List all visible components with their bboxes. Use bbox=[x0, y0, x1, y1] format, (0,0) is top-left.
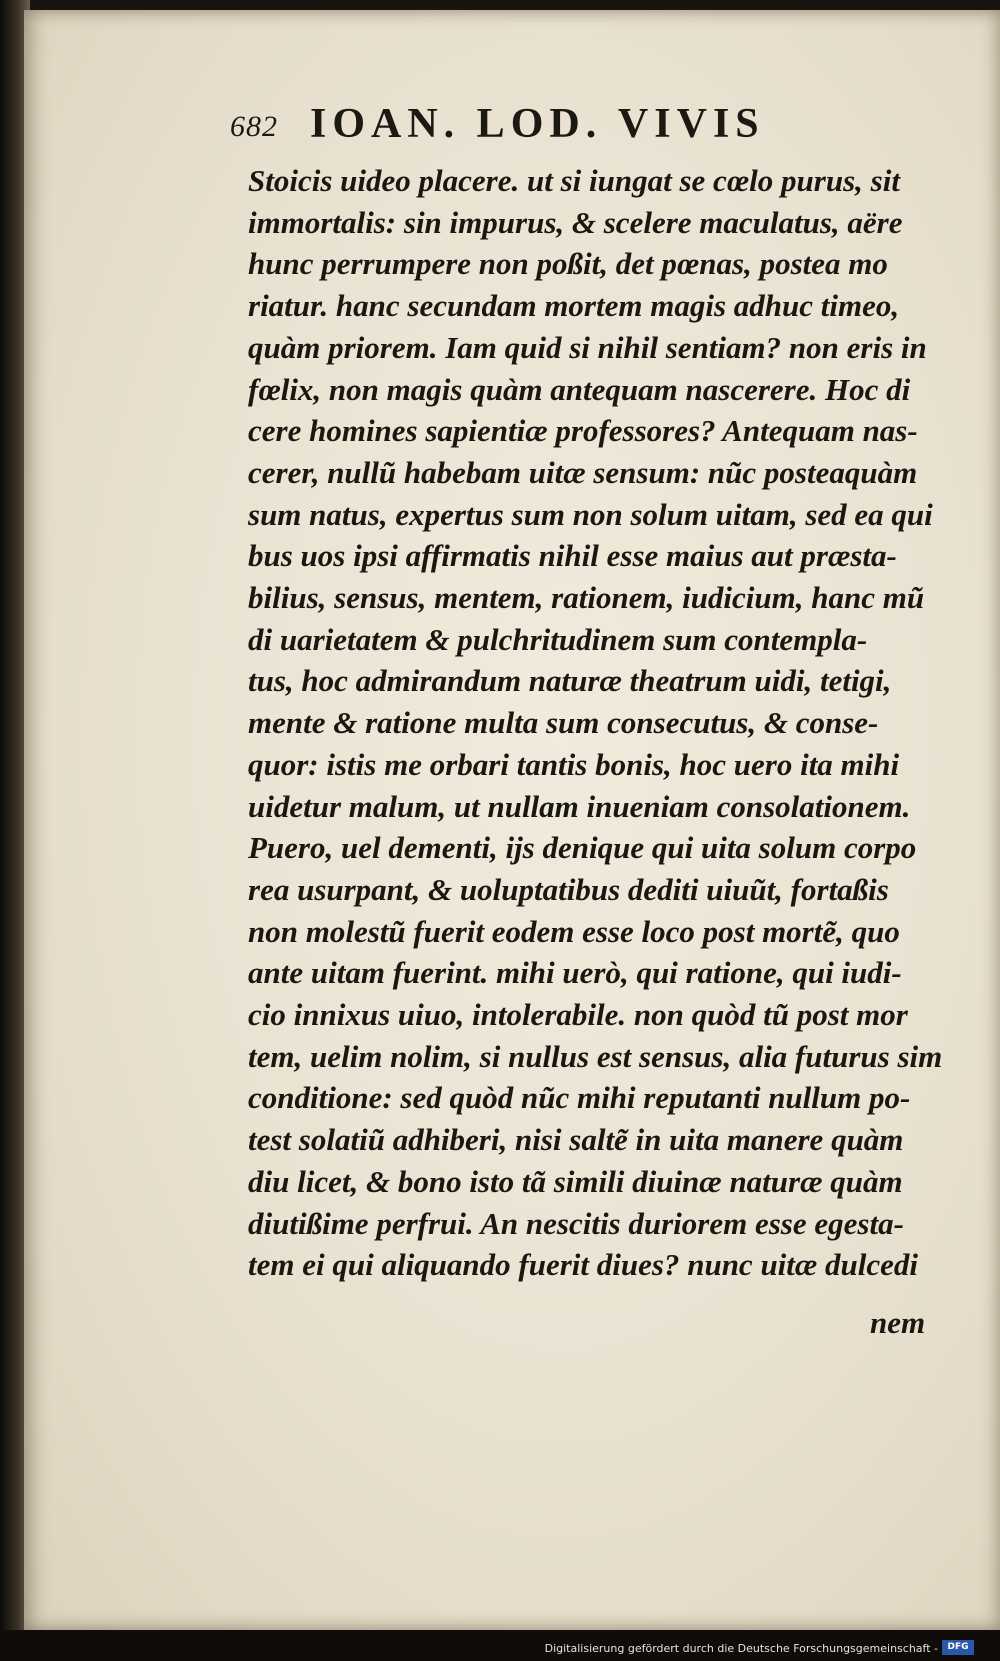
text-line: quàm priorem. Iam quid si nihil sentiam? non eris in bbox=[248, 329, 927, 365]
text-line: riatur. hanc secundam mortem magis adhuc timeo, bbox=[248, 288, 900, 324]
text-line: tus, hoc admirandum naturæ theatrum uidi, tetigi, bbox=[248, 663, 892, 699]
text-line: tem ei qui aliquando fuerit diues? nunc uitæ dulcedi bbox=[248, 1247, 919, 1283]
text-line: diutißime perfrui. An nescitis duriorem esse egesta- bbox=[248, 1205, 904, 1241]
footer-bar bbox=[0, 1630, 1000, 1661]
text-line: conditione: sed quòd nũc mihi reputanti nullum po- bbox=[248, 1080, 911, 1116]
text-line: di uarietatem & pulchritudinem sum contempla- bbox=[248, 621, 868, 657]
text-line: immortalis: sin impurus, & scelere maculatus, aëre bbox=[248, 204, 903, 240]
text-line: diu licet, & bono isto tã simili diuinæ naturæ quàm bbox=[248, 1163, 903, 1199]
text-line: ante uitam fuerint. mihi uerò, qui ratione, qui iudi- bbox=[248, 955, 902, 991]
text-line: bus uos ipsi affirmatis nihil esse maius aut præsta- bbox=[248, 538, 897, 574]
text-line: tem, uelim nolim, si nullus est sensus, alia futurus sim bbox=[248, 1038, 943, 1074]
text-line: rea usurpant, & uoluptatibus dediti uiuũt, fortaßis bbox=[248, 871, 889, 907]
text-line: bilius, sensus, mentem, rationem, iudicium, hanc mũ bbox=[248, 580, 925, 616]
running-title: IOAN. LOD. VIVIS bbox=[310, 101, 765, 147]
text-line: hunc perrumpere non poßit, det pœnas, postea mo bbox=[248, 246, 888, 282]
body-text bbox=[248, 160, 943, 1286]
text-line: cio innixus uiuo, intolerabile. non quòd tũ post mor bbox=[248, 997, 908, 1033]
text-line: uidetur malum, ut nullam inueniam consolationem. bbox=[248, 788, 911, 824]
page-header bbox=[230, 100, 950, 150]
text-line: Puero, uel dementi, ijs denique qui uita solum corpo bbox=[248, 830, 917, 866]
text-line: non molestũ fuerit eodem esse loco post mortẽ, quo bbox=[248, 913, 900, 949]
catchword: nem bbox=[870, 1305, 926, 1340]
text-line: sum natus, expertus sum non solum uitam, sed ea qui bbox=[248, 496, 933, 532]
text-line: cerer, nullũ habebam uitæ sensum: nũc posteaquàm bbox=[248, 454, 918, 490]
text-line: quor: istis me orbari tantis bonis, hoc uero ita mihi bbox=[248, 746, 900, 782]
text-line: cere homines sapientiæ professores? Antequam nas- bbox=[248, 413, 918, 449]
page-number: 682 bbox=[230, 110, 278, 143]
text-line: test solatiũ adhiberi, nisi saltẽ in uita manere quàm bbox=[248, 1122, 904, 1158]
text-line: fœlix, non magis quàm antequam nascerere. Hoc di bbox=[248, 371, 911, 407]
dfg-logo-icon: DFG bbox=[942, 1640, 974, 1655]
text-line: mente & ratione multa sum consecutus, & conse- bbox=[248, 705, 879, 741]
text-line: Stoicis uideo placere. ut si iungat se cœlo purus, sit bbox=[248, 163, 900, 198]
digitization-credit: Digitalisierung gefördert durch die Deutsche Forschungsgemeinschaft - bbox=[544, 1642, 938, 1655]
